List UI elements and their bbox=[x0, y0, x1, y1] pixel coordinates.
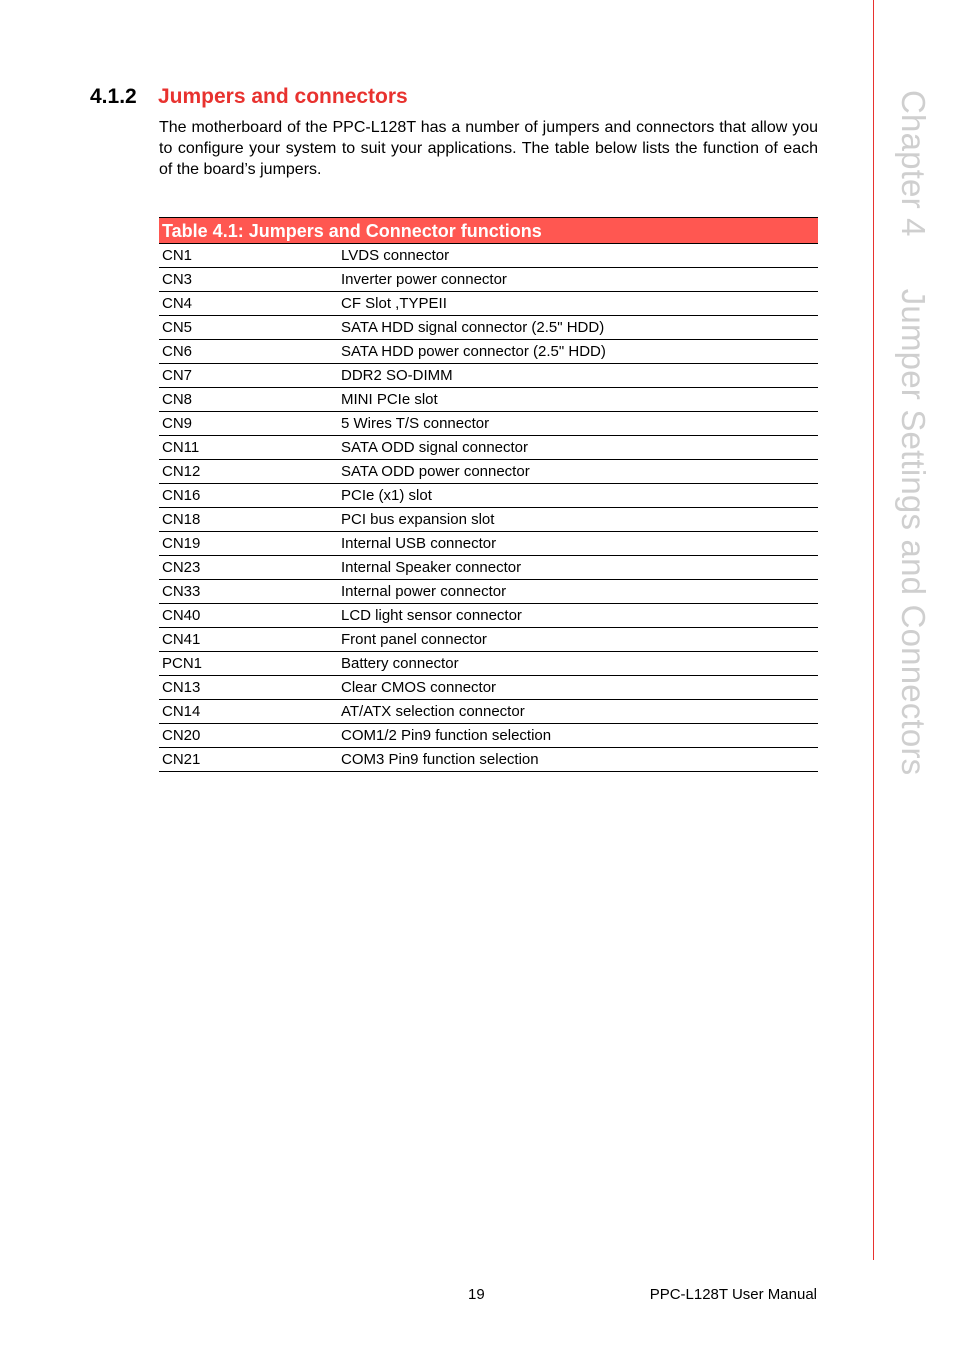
connector-function-cell: COM3 Pin9 function selection bbox=[338, 748, 818, 772]
table-row bbox=[159, 628, 818, 652]
connector-function-cell: Internal USB connector bbox=[338, 532, 818, 556]
jumpers-table bbox=[159, 217, 818, 772]
intro-paragraph: The motherboard of the PPC-L128T has a number of jumpers and connectors that allow you to configure your system to suit your applications. The table below lists the function of each of the board’s jumpers. bbox=[159, 119, 818, 178]
table-row bbox=[159, 676, 818, 700]
table-row bbox=[159, 316, 818, 340]
connector-name-cell: CN33 bbox=[159, 580, 338, 604]
connector-name-cell: CN4 bbox=[159, 292, 338, 316]
connector-name-cell: CN8 bbox=[159, 388, 338, 412]
connector-function-cell: CF Slot ,TYPEII bbox=[338, 292, 818, 316]
table-row bbox=[159, 556, 818, 580]
connector-function-cell: SATA HDD signal connector (2.5" HDD) bbox=[338, 316, 818, 340]
chapter-side-tab bbox=[897, 90, 930, 775]
section-title: Jumpers and connectors bbox=[158, 85, 408, 108]
connector-function-cell: MINI PCIe slot bbox=[338, 388, 818, 412]
connector-name-cell: CN14 bbox=[159, 700, 338, 724]
connector-name-cell: CN7 bbox=[159, 364, 338, 388]
connector-name-cell: CN9 bbox=[159, 412, 338, 436]
connector-name-cell: CN23 bbox=[159, 556, 338, 580]
table-row bbox=[159, 412, 818, 436]
connector-name-cell: CN12 bbox=[159, 460, 338, 484]
connector-name-cell: CN16 bbox=[159, 484, 338, 508]
table-row bbox=[159, 340, 818, 364]
table-row bbox=[159, 604, 818, 628]
connector-name-cell: CN5 bbox=[159, 316, 338, 340]
manual-title: PPC-L128T User Manual bbox=[649, 1286, 817, 1303]
connector-function-cell: Internal Speaker connector bbox=[338, 556, 818, 580]
connector-name-cell: CN21 bbox=[159, 748, 338, 772]
connector-name-cell: CN20 bbox=[159, 724, 338, 748]
connector-name-cell: CN40 bbox=[159, 604, 338, 628]
jumpers-table-body bbox=[159, 244, 818, 772]
connector-name-cell: PCN1 bbox=[159, 652, 338, 676]
table-row bbox=[159, 436, 818, 460]
connector-function-cell: PCI bus expansion slot bbox=[338, 508, 818, 532]
table-row bbox=[159, 580, 818, 604]
connector-function-cell: SATA HDD power connector (2.5" HDD) bbox=[338, 340, 818, 364]
connector-function-cell: AT/ATX selection connector bbox=[338, 700, 818, 724]
connector-function-cell: LVDS connector bbox=[338, 244, 818, 268]
table-row bbox=[159, 244, 818, 268]
table-row bbox=[159, 652, 818, 676]
section-heading bbox=[90, 85, 408, 109]
connector-name-cell: CN18 bbox=[159, 508, 338, 532]
connector-name-cell: CN13 bbox=[159, 676, 338, 700]
connector-name-cell: CN1 bbox=[159, 244, 338, 268]
side-divider-line bbox=[873, 0, 874, 1260]
table-row bbox=[159, 484, 818, 508]
connector-name-cell: CN19 bbox=[159, 532, 338, 556]
table-row bbox=[159, 460, 818, 484]
connector-name-cell: CN3 bbox=[159, 268, 338, 292]
table-row bbox=[159, 700, 818, 724]
table-row bbox=[159, 748, 818, 772]
table-caption: Table 4.1: Jumpers and Connector functions bbox=[159, 217, 818, 244]
connector-name-cell: CN11 bbox=[159, 436, 338, 460]
connector-name-cell: CN41 bbox=[159, 628, 338, 652]
connector-function-cell: 5 Wires T/S connector bbox=[338, 412, 818, 436]
connector-name-cell: CN6 bbox=[159, 340, 338, 364]
page-number: 19 bbox=[468, 1286, 485, 1303]
connector-function-cell: Inverter power connector bbox=[338, 268, 818, 292]
connector-function-cell: SATA ODD power connector bbox=[338, 460, 818, 484]
connector-function-cell: Internal power connector bbox=[338, 580, 818, 604]
table-row bbox=[159, 388, 818, 412]
chapter-label: Chapter 4 bbox=[895, 90, 932, 237]
table-row bbox=[159, 508, 818, 532]
chapter-title: Jumper Settings and Connectors bbox=[895, 288, 932, 776]
connector-function-cell: COM1/2 Pin9 function selection bbox=[338, 724, 818, 748]
connector-function-cell: Battery connector bbox=[338, 652, 818, 676]
connector-function-cell: Clear CMOS connector bbox=[338, 676, 818, 700]
connector-function-cell: Front panel connector bbox=[338, 628, 818, 652]
table-row bbox=[159, 268, 818, 292]
connector-function-cell: DDR2 SO-DIMM bbox=[338, 364, 818, 388]
table-row bbox=[159, 292, 818, 316]
table-row bbox=[159, 532, 818, 556]
section-number: 4.1.2 bbox=[90, 85, 137, 108]
connector-function-cell: LCD light sensor connector bbox=[338, 604, 818, 628]
connector-function-cell: SATA ODD signal connector bbox=[338, 436, 818, 460]
table-row bbox=[159, 364, 818, 388]
table-row bbox=[159, 724, 818, 748]
connector-function-cell: PCIe (x1) slot bbox=[338, 484, 818, 508]
